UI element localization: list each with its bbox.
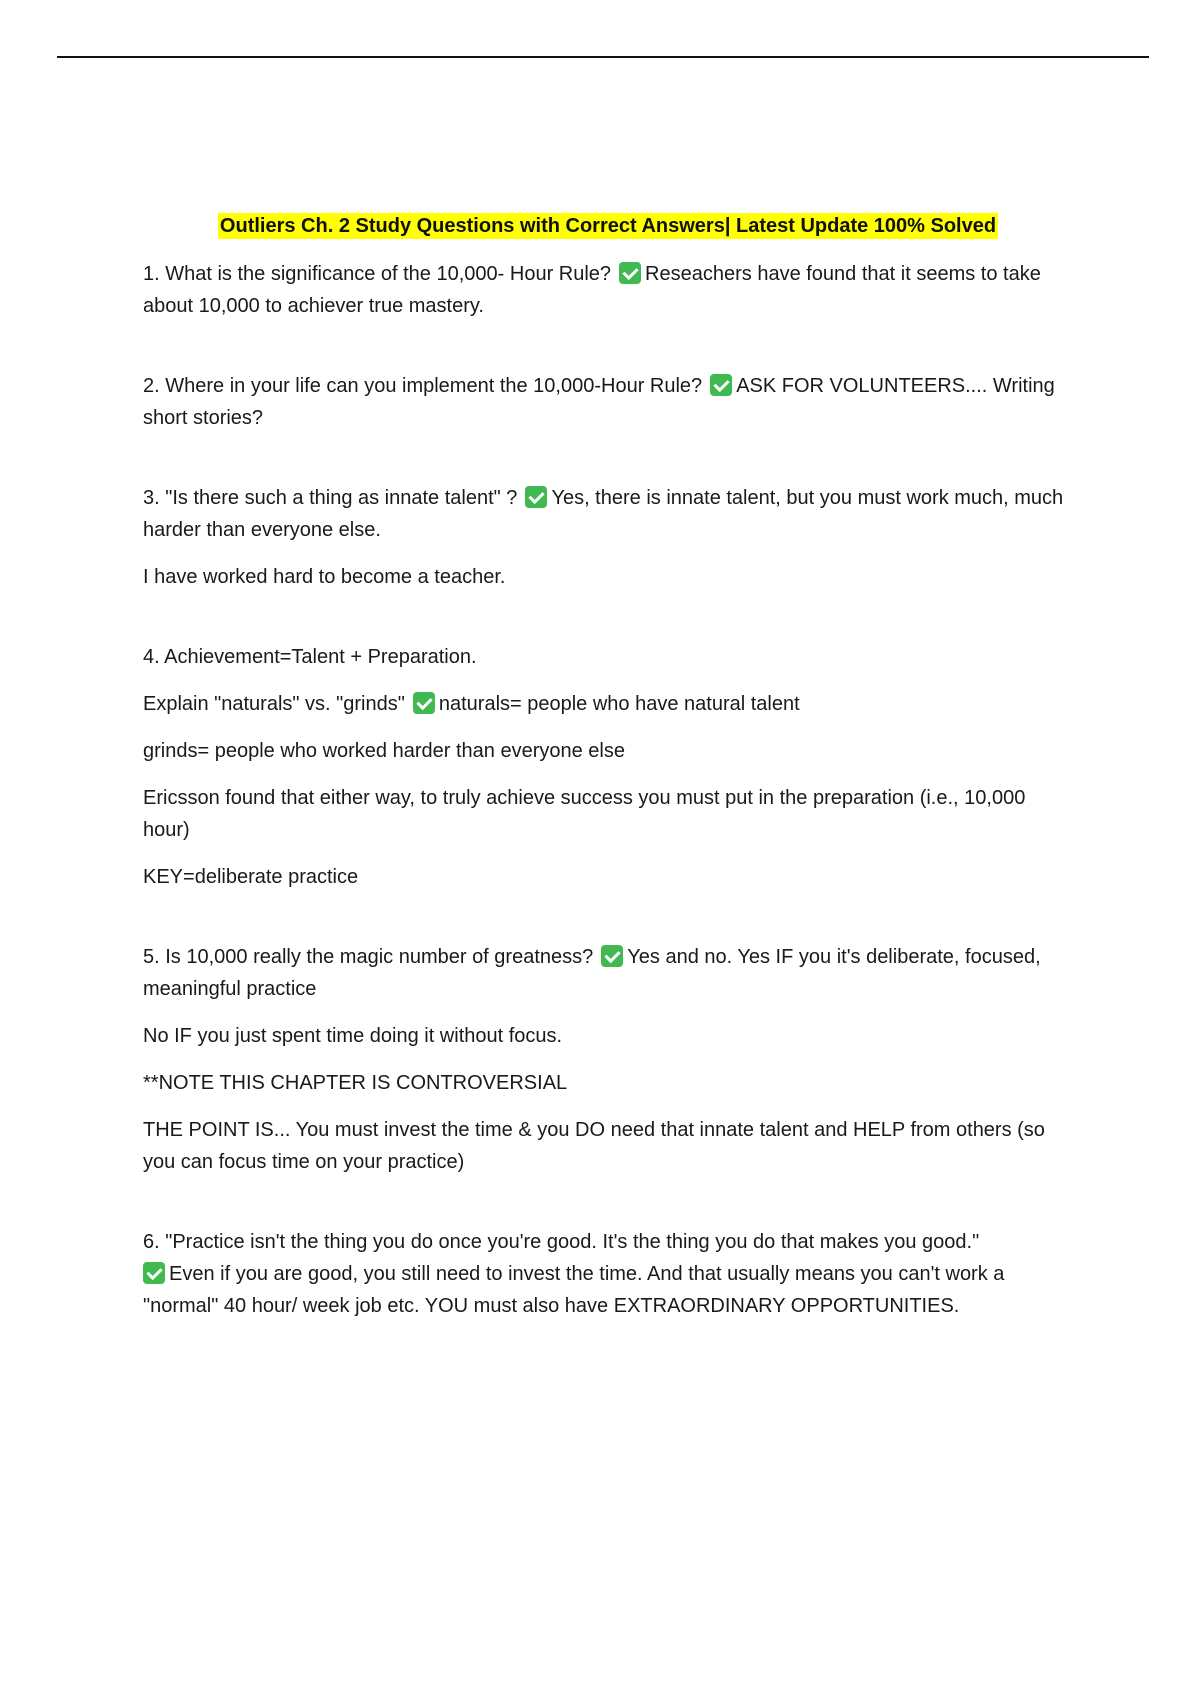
check-icon: [525, 486, 547, 508]
answer-5-extra-3: THE POINT IS... You must invest the time & you DO need that innate talent and HELP from others (so you can focus time on your practice): [143, 1119, 1045, 1173]
question-5-text: 5. Is 10,000 really the magic number of greatness?: [143, 946, 594, 968]
question-3-text: 3. "Is there such a thing as innate talent" ?: [143, 487, 518, 509]
question-6-text: 6. "Practice isn't the thing you do once you're good. It's the thing you do that makes you good.": [143, 1231, 980, 1253]
answer-1-text: Reseachers have found that it seems to take about 10,000 to achiever true mastery.: [143, 263, 1047, 317]
check-icon: [601, 945, 623, 967]
question-2-text: 2. Where in your life can you implement the 10,000-Hour Rule?: [143, 375, 703, 397]
question-block-6: [143, 1226, 1073, 1322]
answer-6-text: Even if you are good, you still need to invest the time. And that usually means you can't work a "normal" 40 hour/ week job etc. YOU must also have EXTRAORDINARY OPPORTUNITIES.: [143, 1263, 1010, 1317]
answer-5-extra-2: **NOTE THIS CHAPTER IS CONTROVERSIAL: [143, 1072, 568, 1094]
question-5-line: [143, 941, 1073, 1005]
answer-4-text: naturals= people who have natural talent: [438, 693, 800, 715]
answer-3-text: Yes, there is innate talent, but you must work much, much harder than everyone else.: [143, 487, 1069, 541]
document-title: Outliers Ch. 2 Study Questions with Correct Answers| Latest Update 100% Solved: [219, 215, 997, 237]
question-4-line: [143, 688, 1073, 720]
question-block-5: [143, 941, 1073, 1178]
question-3-line: [143, 482, 1073, 546]
question-block-2: [143, 370, 1073, 434]
title-row: [143, 212, 1073, 240]
answer-3-extra-1: I have worked hard to become a teacher.: [143, 566, 506, 588]
answer-5-text: Yes and no. Yes IF you it's deliberate, focused, meaningful practice: [143, 946, 1047, 1000]
answer-4-extra-3: KEY=deliberate practice: [143, 866, 359, 888]
question-4-text: Explain "naturals" vs. "grinds": [143, 693, 405, 715]
check-icon: [710, 374, 732, 396]
answer-5-extra-1: No IF you just spent time doing it without focus.: [143, 1025, 563, 1047]
answer-4-extra-1: grinds= people who worked harder than everyone else: [143, 740, 625, 762]
question-1-line: [143, 258, 1073, 322]
question-2-line: [143, 370, 1073, 434]
question-6-line: [143, 1226, 1073, 1322]
question-4-lead: 4. Achievement=Talent + Preparation.: [143, 646, 477, 668]
question-1-text: 1. What is the significance of the 10,000- Hour Rule?: [143, 263, 612, 285]
answer-4-extra-2: Ericsson found that either way, to truly achieve success you must put in the preparation (i.e., 10,000 hour): [143, 787, 1026, 841]
answer-2-text: ASK FOR VOLUNTEERS.... Writing short stories?: [143, 375, 1061, 429]
check-icon: [413, 692, 435, 714]
document-body: [143, 212, 1073, 1370]
question-block-3: [143, 482, 1073, 593]
check-icon: [143, 1262, 165, 1284]
question-block-1: [143, 258, 1073, 322]
question-block-4: [143, 641, 1073, 893]
check-icon: [619, 262, 641, 284]
top-rule: [57, 56, 1149, 58]
